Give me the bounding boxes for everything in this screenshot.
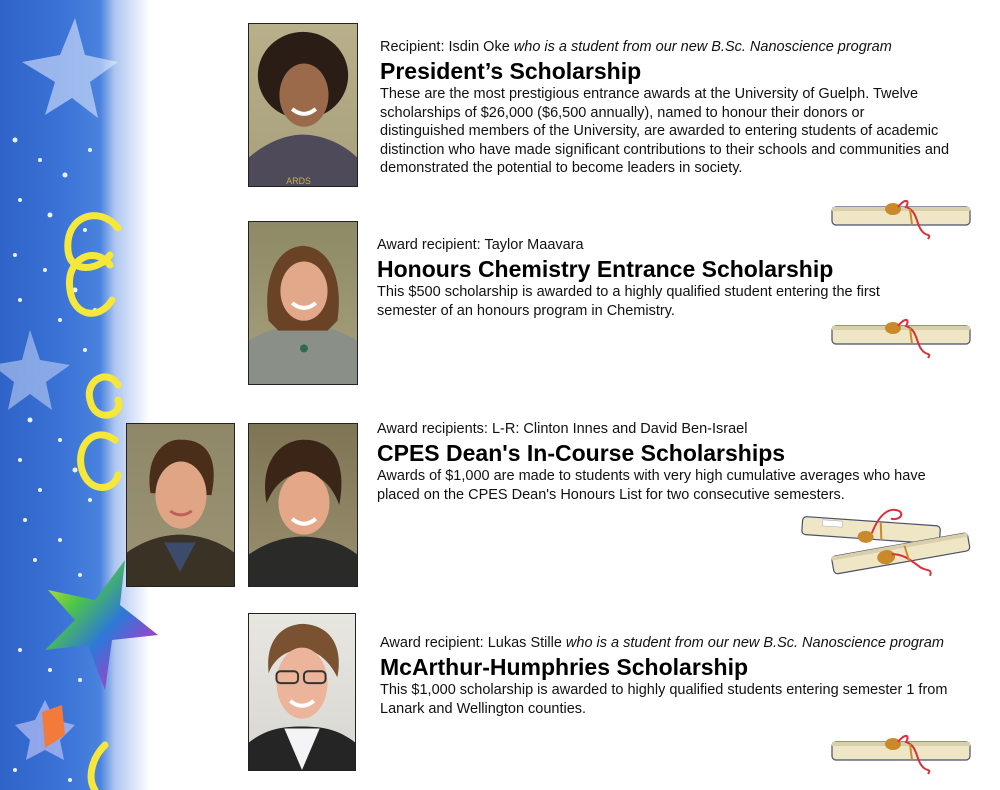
party-decoration-graphic xyxy=(0,0,160,790)
decorative-side-banner xyxy=(0,0,160,790)
recipient-note: who is a student from our new B.Sc. Nanoscience program xyxy=(565,635,944,651)
scholarship-entry-cpes-deans xyxy=(377,420,957,504)
scholarship-title: McArthur-Humphries Scholarship xyxy=(380,654,749,680)
scholarship-title: Honours Chemistry Entrance Scholarship xyxy=(377,256,834,282)
scholarship-description: This $500 scholarship is awarded to a highly qualified student entering the first semester of an honours program in Chemistry. xyxy=(377,284,880,319)
diploma-scroll-icon xyxy=(828,730,974,778)
scholarship-description: These are the most prestigious entrance awards at the University of Guelph. Twelve scholarships of $26,000 ($6,500 annually), named to honour their donors or distinguished members of the University, are awarded to entering students of academic distinction who have made significant contributions to their schools and communities and demonstrated the potential to become leaders in society. xyxy=(380,86,950,176)
diploma-scrolls-pair-icon xyxy=(798,503,978,583)
recipient-photo-clinton-innes xyxy=(126,423,235,587)
recipient-line xyxy=(377,236,957,255)
recipient-line xyxy=(380,38,960,57)
recipient-line xyxy=(377,420,957,439)
diploma-scroll-icon xyxy=(828,314,974,362)
recipient-name: Award recipients: L-R: Clinton Innes and David Ben-Israel xyxy=(377,421,748,437)
svg-text:ARDS: ARDS xyxy=(286,176,311,186)
scholarship-entry-honours-chemistry xyxy=(377,236,957,320)
recipient-photo-david-ben-israel xyxy=(248,423,358,587)
recipient-photo-isdin-oke xyxy=(248,23,358,187)
scholarship-description: This $1,000 scholarship is awarded to highly qualified students entering semester 1 from Lanark and Wellington counties. xyxy=(380,682,948,717)
recipient-name: Recipient: Isdin Oke xyxy=(380,39,514,55)
recipient-photo-lukas-stille xyxy=(248,613,356,771)
recipient-photo-taylor-maavara xyxy=(248,221,358,385)
scholarship-title: President’s Scholarship xyxy=(380,58,642,84)
scholarship-title: CPES Dean's In-Course Scholarships xyxy=(377,440,786,466)
recipient-line xyxy=(380,634,950,653)
recipient-note: who is a student from our new B.Sc. Nanoscience program xyxy=(513,39,892,55)
scholarship-entry-presidents xyxy=(380,38,960,178)
scholarship-description: Awards of $1,000 are made to students with very high cumulative averages who have placed on the CPES Dean's Honours List for two consecutive semesters. xyxy=(377,468,926,503)
scholarship-entry-mcarthur-humphries xyxy=(380,634,960,718)
recipient-name: Award recipient: Taylor Maavara xyxy=(377,237,584,253)
recipient-name: Award recipient: Lukas Stille xyxy=(380,635,566,651)
